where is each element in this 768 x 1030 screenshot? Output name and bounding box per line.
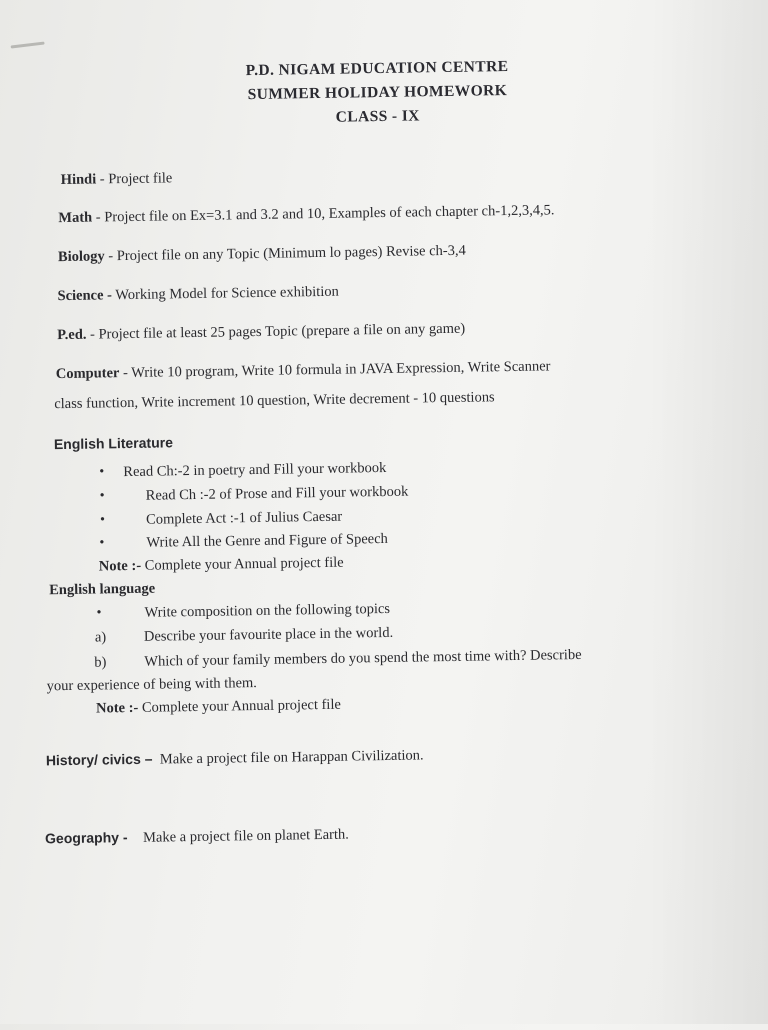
science-line [57, 284, 338, 305]
note-text: Complete your Annual project file [138, 696, 341, 716]
bullet: • [99, 535, 105, 551]
subject-task: - Write 10 program, Write 10 formula in JAVA Expression, Write Scanner [119, 358, 551, 382]
bullet: • [99, 464, 105, 480]
language-item: Write composition on the following topics [144, 600, 391, 621]
item-b-text-2: your experience of being with them. [46, 675, 257, 695]
subject-task: - Project file on Ex=3.1 and 3.2 and 10, Examples of each chapter ch-1,2,3,4,5. [92, 202, 555, 226]
subject-name: Science - [57, 287, 113, 305]
ped-line [57, 321, 465, 344]
hindi-line [61, 170, 173, 189]
item-a-label: a) [94, 629, 107, 646]
class-label: CLASS - IX [335, 107, 420, 126]
subject-task: Working Model for Science exhibition [111, 283, 339, 304]
subject-task: - Project file on any Topic (Minimum lo pages) Revise ch-3,4 [104, 242, 466, 265]
item-a-text: Describe your favourite place in the world. [143, 624, 394, 645]
bullet: • [99, 512, 106, 528]
english-literature-title: English Literature [53, 434, 174, 453]
literature-item: Read Ch :-2 of Prose and Fill your workbook [145, 483, 409, 504]
literature-item: Write All the Genre and Figure of Speech [146, 530, 388, 551]
geography-task: Make a project file on planet Earth. [142, 826, 349, 846]
bullet: • [99, 488, 105, 504]
subject-name: P.ed. [57, 326, 87, 344]
item-b-label: b) [94, 654, 107, 671]
school-name: P.D. NIGAM EDUCATION CENTRE [245, 57, 509, 80]
literature-item: Complete Act :-1 of Julius Caesar [145, 508, 343, 528]
computer-line [56, 358, 551, 383]
biology-line [58, 243, 466, 266]
subject-name: Hindi [60, 171, 97, 189]
note-label: Note :- [95, 699, 139, 717]
english-language-title: English language [49, 580, 156, 599]
homework-title: SUMMER HOLIDAY HOMEWORK [247, 82, 508, 104]
note-text: Complete your Annual project file [140, 554, 344, 574]
literature-note [99, 555, 344, 576]
subject-name: Biology [57, 248, 105, 266]
subject-name: Math [58, 209, 93, 227]
geography-label: Geography - [44, 829, 128, 847]
subject-name: Computer [55, 365, 120, 383]
literature-item: Read Ch:-2 in poetry and Fill your workbook [123, 459, 387, 481]
language-note [96, 697, 341, 718]
subject-task: - Project file [96, 170, 173, 188]
note-label: Note :- [98, 557, 142, 575]
item-b-text: Which of your family members do you spend the most time with? Describe [144, 646, 582, 670]
computer-line-2: class function, Write increment 10 question, Write decrement - 10 questions [54, 389, 495, 413]
history-label: History/ civics – [45, 750, 153, 769]
math-line [58, 202, 554, 227]
pen-mark [11, 42, 45, 49]
history-task: Make a project file on Harappan Civilization. [159, 747, 424, 768]
bullet: • [96, 605, 102, 621]
subject-task: - Project file at least 25 pages Topic (prepare a file on any game) [86, 320, 466, 343]
